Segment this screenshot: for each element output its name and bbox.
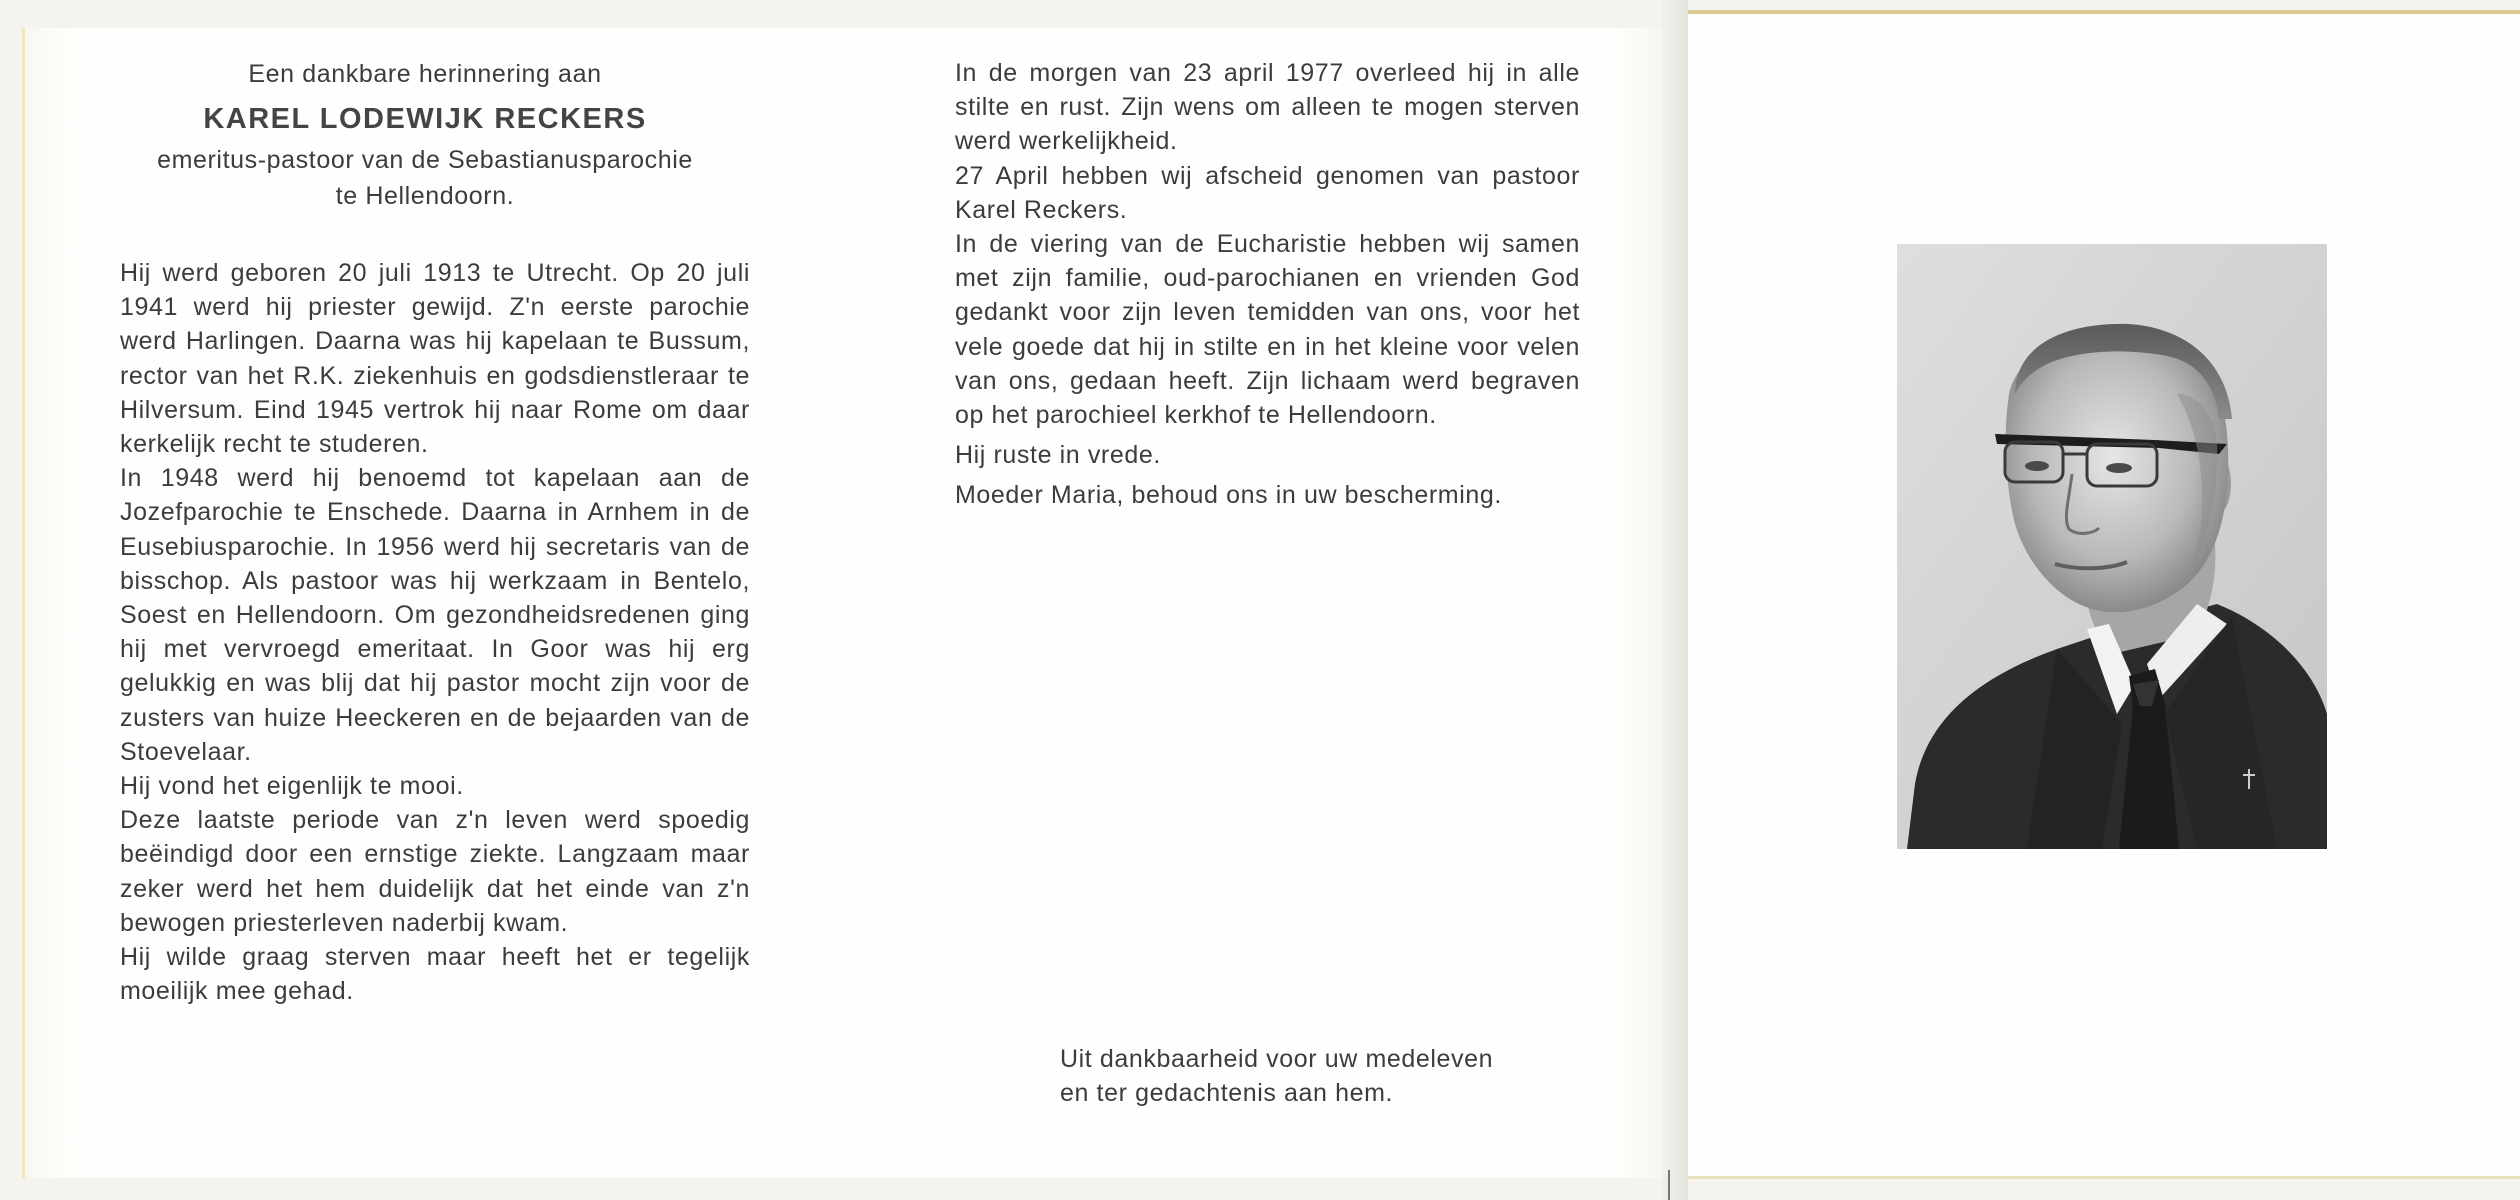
biography-paragraph: Hij wilde graag sterven maar heeft het er tegelijk moeilijk mee gehad. [120, 943, 750, 1006]
memorial-column [955, 56, 1580, 513]
memorial-paragraph: Hij ruste in vrede. [955, 441, 1161, 470]
intro-line: Een dankbare herinnering aan [248, 60, 602, 88]
portrait-photo [1897, 244, 2327, 849]
memorial-paragraph: In de morgen van 23 april 1977 overleed hij in alle stilte en rust. Zijn wens om alleen te mogen sterven werd werkelijkheid. [955, 59, 1580, 156]
role-line-2: te Hellendoorn. [335, 182, 515, 210]
biography-paragraph: In 1948 werd hij benoemd tot kapelaan aan de Jozefparochie te Enschede. Daarna in Arnhem in de Eusebiusparochie. In 1956 werd hij secretaris van de bisschop. Als pastoor was hij werkzaam in Bentelo, Soest en Hellendoorn. Om gezondheidsredenen ging hij met vervroegd emeritaat. In Goor was hij erg gelukkig en was blij dat hij pastor mocht zijn voor de zusters van huize Heeckeren en de bejaarden van de Stoevelaar. [120, 464, 750, 766]
role-line-1: emeritus-pastoor van de Sebastianusparochie [157, 146, 693, 174]
closing-line-2: en ter gedachtenis aan hem. [1060, 1079, 1394, 1107]
biography-column [120, 256, 750, 1008]
deceased-name: KAREL LODEWIJK RECKERS [203, 103, 647, 135]
biography-paragraph: Hij werd geboren 20 juli 1913 te Utrecht. Op 20 juli 1941 werd hij priester gewijd. Z'n eerste parochie werd Harlingen. Daarna was hij kapelaan te Bussum, rector van het R.K. ziekenhuis en godsdienstleraar te Hilversum. Eind 1945 vertrok hij naar Rome om daar kerkelijk recht te studeren. [120, 259, 750, 459]
card-fold-shadow [1662, 0, 1688, 1200]
closing-text [1060, 1042, 1580, 1110]
scan-edge-mark [1668, 1170, 1670, 1200]
card-header [90, 56, 760, 214]
memorial-paragraph: In de viering van de Eucharistie hebben wij samen met zijn familie, oud-parochianen en vrienden God gedankt voor zijn leven temidden van ons, voor het vele goede dat hij in stilte en in het kleine voor velen van ons, gedaan heeft. Zijn lichaam werd begraven op het parochieel kerkhof te Hellendoorn. [955, 230, 1580, 430]
biography-paragraph: Hij vond het eigenlijk te mooi. [120, 772, 464, 801]
memorial-paragraph: Moeder Maria, behoud ons in uw bescherming. [955, 481, 1502, 510]
biography-paragraph: Deze laatste periode van z'n leven werd spoedig beëindigd door een ernstige ziekte. Langzaam maar zeker werd het hem duidelijk dat het einde van z'n bewogen priesterleven naderbij kwam. [120, 806, 750, 937]
closing-line-1: Uit dankbaarheid voor uw medeleven [1060, 1045, 1494, 1073]
memorial-paragraph: 27 April hebben wij afscheid genomen van pastoor Karel Reckers. [955, 161, 1580, 224]
